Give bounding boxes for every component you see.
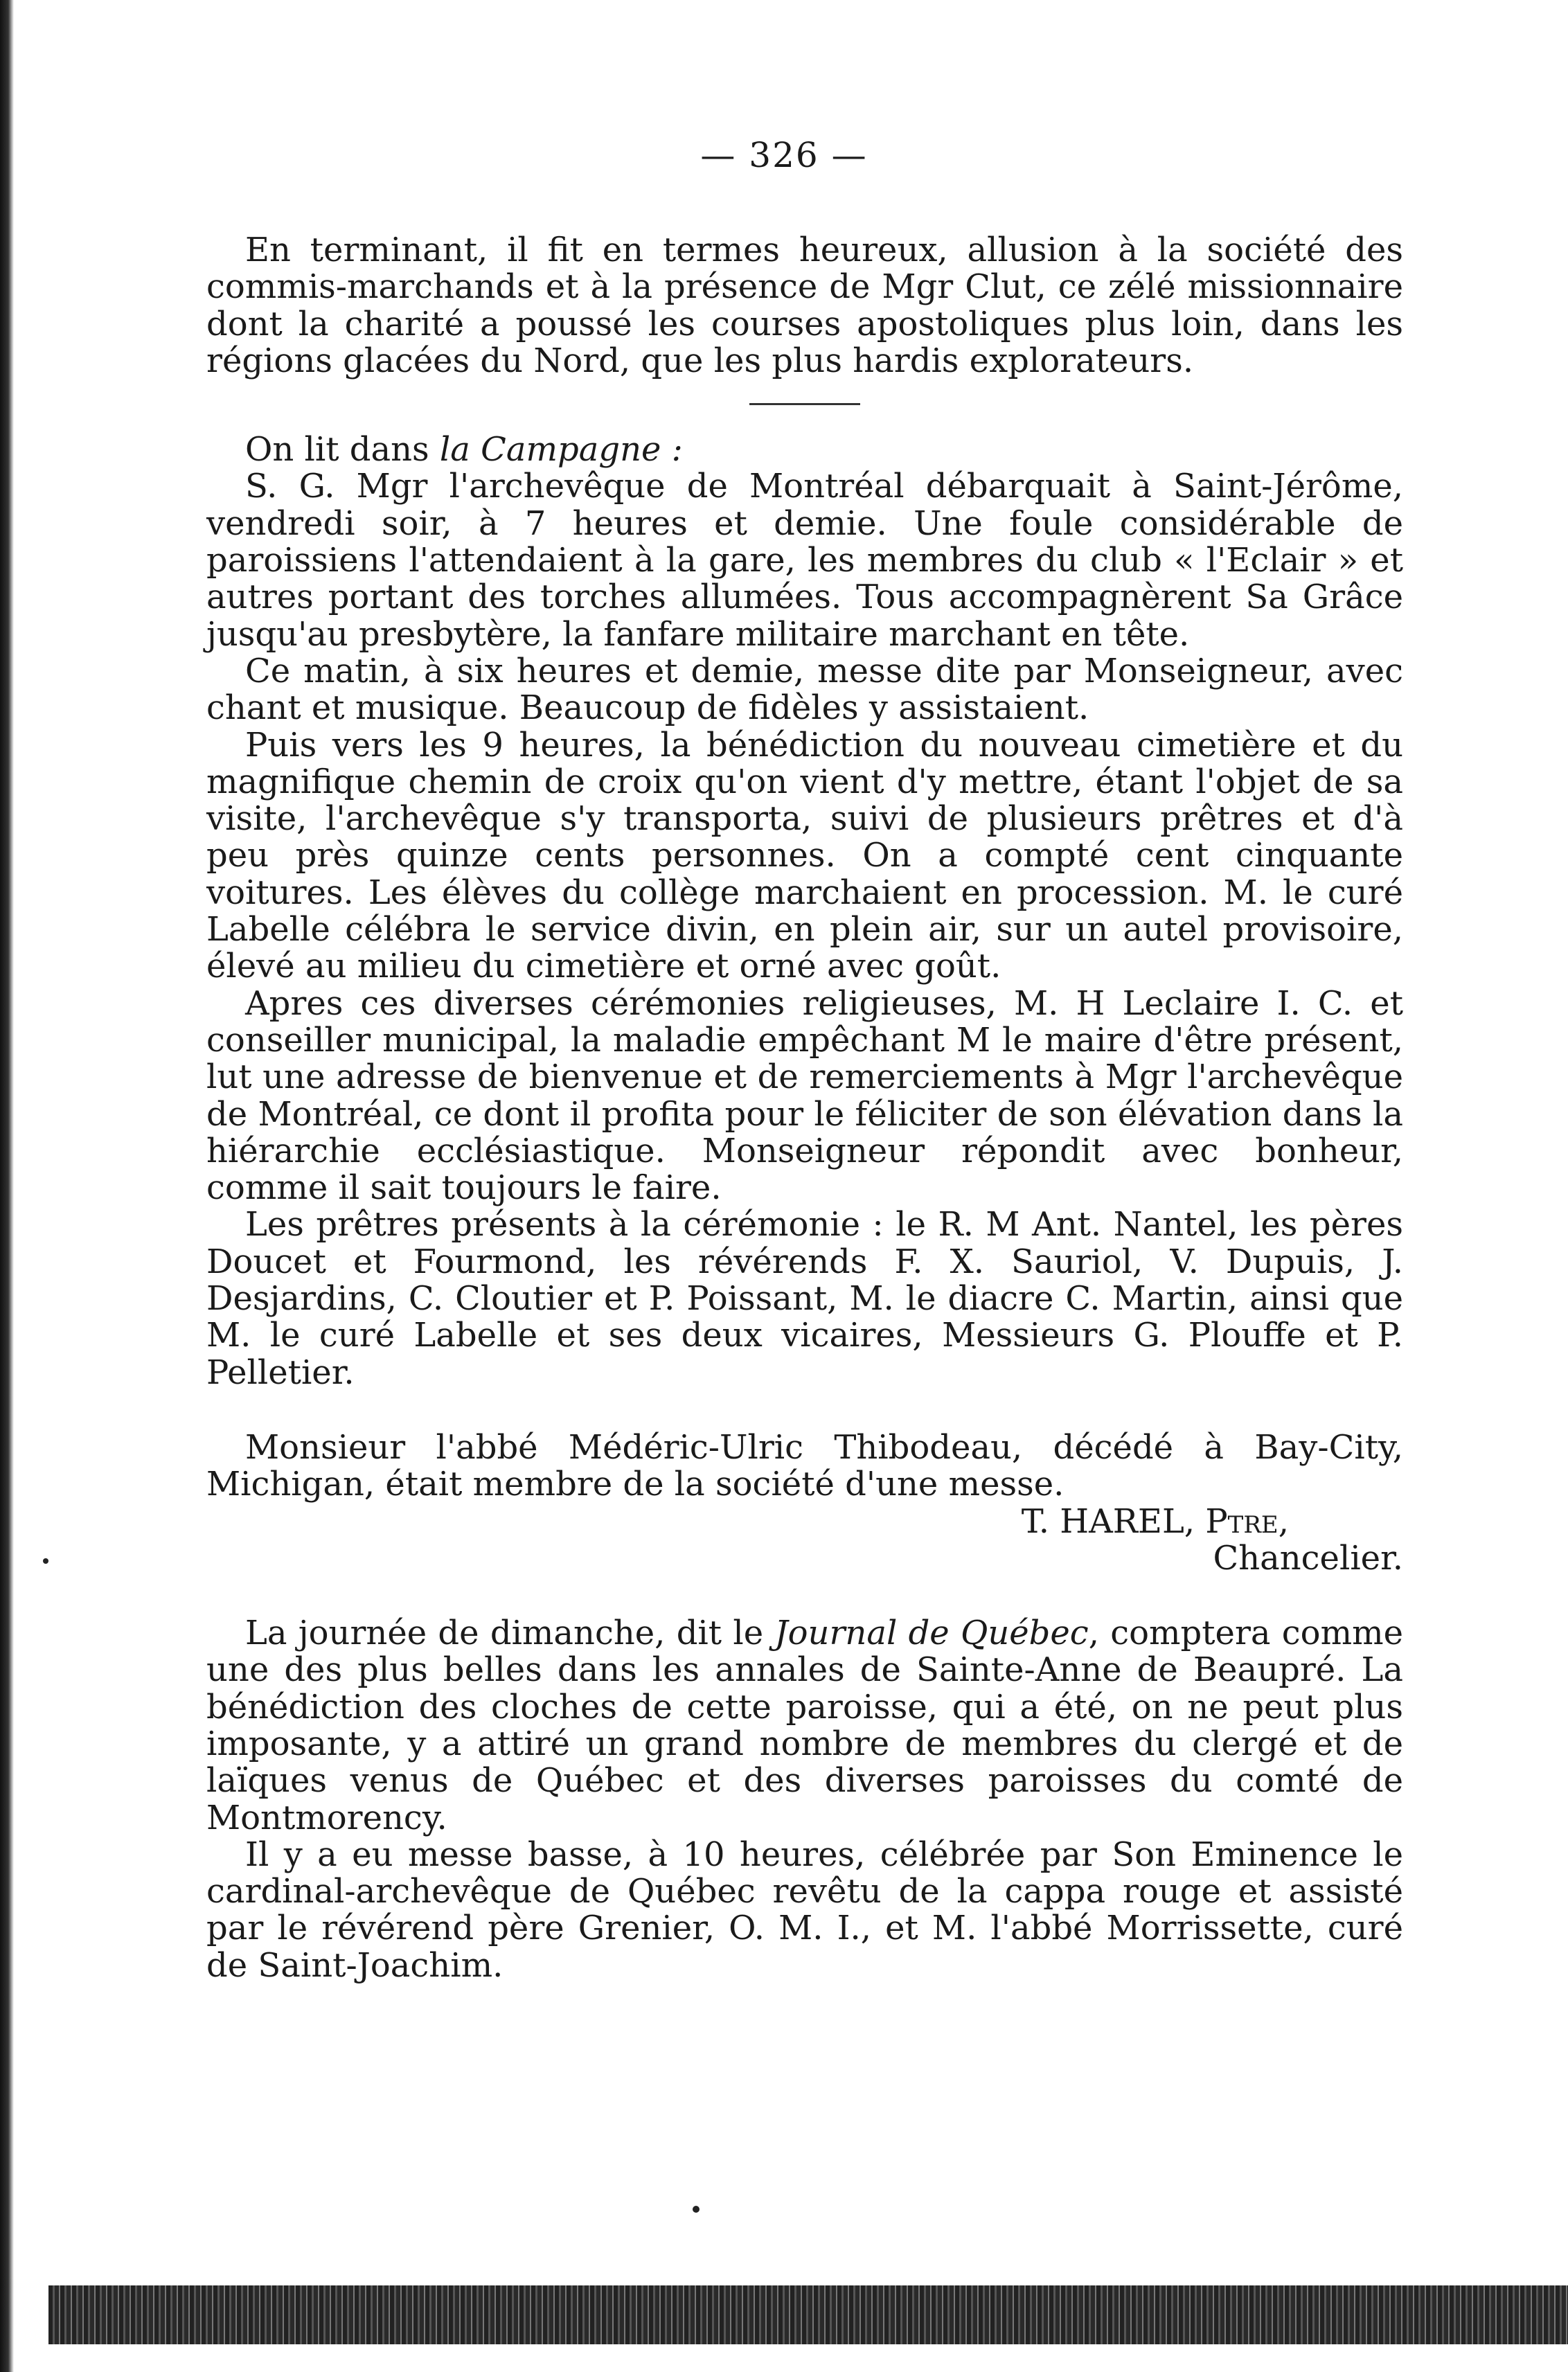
scan-bottom-band (48, 2285, 1568, 2344)
ink-speck (693, 2206, 700, 2213)
signature-line (206, 1501, 1403, 1541)
paragraph-closing-speech: En terminant, il fit en termes heureux, allusion à la société des commis-marchands et à la présence de Mgr Clut, ce zélé missionnaire dont la charité a poussé les courses apostoliques plus loin, dans les régions glacées du Nord, que les plus hardis explorateurs. (206, 231, 1403, 380)
page-number: — 326 — (700, 135, 868, 175)
paragraph-priests-present: Les prêtres présents à la cérémonie : le R. M Ant. Nantel, les pères Doucet et Fourmond, les révérends F. X. Sauriol, V. Dupuis, J. Desjardins, C. Cloutier et P. Poissant, M. le diacre C. Martin, ainsi que M. le curé Labelle et ses deux vicaires, Messieurs G. Plouffe et P. Pelletier. (206, 1205, 1403, 1392)
journal-title: Journal de Québec (774, 1614, 1089, 1653)
paragraph-morning-mass: Ce matin, à six heures et demie, messe dite par Monseigneur, avec chant et musique. Beaucoup de fidèles y assistaient. (206, 651, 1403, 728)
signature-title: Ptre, (1205, 1501, 1289, 1541)
bell-text-after: , comptera comme une des plus belles dans les annales de Sainte-Anne de Beaupré. La bénédiction des cloches de cette paroisse, qui a été, on ne peut plus imposante, y a attiré un grand nombre de membres du clergé et de laïques venus de Québec et des diverses paroisses du comté de Montmorency. (206, 1614, 1404, 1837)
paragraph-low-mass: Il y a eu messe basse, à 10 heures, célébrée par Son Eminence le cardinal-archevêque de Québec revêtu de la cappa rouge et assisté par le révérend père Grenier, O. M. I., et M. l'abbé Morrissette, curé de Saint-Joachim. (206, 1835, 1403, 1985)
paragraph-source-intro (206, 431, 1403, 468)
text-column (206, 232, 1403, 1984)
section-gap-2 (206, 1577, 1403, 1615)
ink-speck-left (43, 1558, 48, 1564)
section-divider (749, 403, 860, 405)
bell-text-before: La journée de dimanche, dit le (245, 1614, 775, 1653)
paragraph-bell-blessing (206, 1615, 1403, 1837)
signature-name: T. HAREL, (1021, 1501, 1195, 1541)
signature-role: Chancelier. (1213, 1538, 1403, 1578)
section-gap (206, 1391, 1403, 1429)
source-intro-text: On lit dans (245, 430, 440, 470)
paragraph-cemetery-blessing: Puis vers les 9 heures, la bénédiction du nouveau cimetière et du magnifique chemin de croix qu'on vient d'y mettre, étant l'objet de sa visite, l'archevêque s'y transporta, suivi de plusieurs prêtres et d'à peu près quinze cents personnes. On a compté cent cinquante voitures. Les élèves du collège marchaient en procession. M. le curé Labelle célébra le service divin, en plein air, sur un autel provisoire, élevé au milieu du cimetière et orné avec goût. (206, 725, 1403, 986)
paragraph-obituary: Monsieur l'abbé Médéric-Ulric Thibodeau, décédé à Bay-City, Michigan, était membre de la société d'une messe. (206, 1427, 1403, 1504)
paragraph-address: Apres ces diverses cérémonies religieuses, M. H Leclaire I. C. et conseiller municipal, la maladie empêchant M le maire d'être présent, lut une adresse de bienvenue et de remerciements à Mgr l'archevêque de Montréal, ce dont il profita pour le féliciter de son élévation dans la hiérarchie ecclésiastique. Monseigneur répondit avec bonheur, comme il sait toujours le faire. (206, 983, 1403, 1208)
scan-left-edge (0, 0, 14, 2372)
source-title: la Campagne : (439, 430, 683, 470)
paragraph-arrival: S. G. Mgr l'archevêque de Montréal débarquait à Saint-Jérôme, vendredi soir, à 7 heures et demie. Une foule considérable de paroissiens l'attendaient à la gare, les membres du club « l'Eclair » et autres portant des torches allumées. Tous accompagnèrent Sa Grâce jusqu'au presbytère, la fanfare militaire marchant en tête. (206, 467, 1403, 654)
